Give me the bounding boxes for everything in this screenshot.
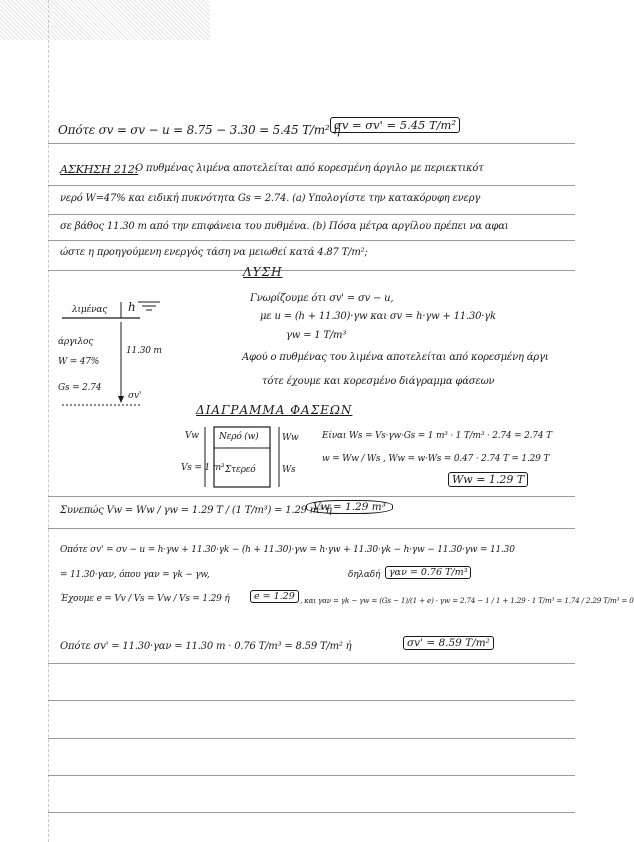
problem-title: ΑΣΚΗΣΗ 212:: [60, 163, 139, 176]
gs-label: Gs = 2.74: [58, 383, 102, 393]
problem-line-3: σε βάθος 11.30 m από την επιφάνεια του πυθμένα. (b) Πόσα μέτρα αργίλου πρέπει να αφαι: [60, 221, 509, 232]
void-ratio-line: Έχουμε e = Vv / Vs = Vw / Vs = 1.29 ή: [60, 594, 230, 604]
top-equation: Οπότε σv = σv − u = 8.75 − 3.30 = 5.45 T/m² ή: [58, 123, 341, 137]
final-result-box: σv' = 8.59 T/m²: [403, 636, 494, 650]
gamma-derivation: , και γαν = γk − γw = (Gs − 1)/(1 + e) · γw = 2.74 − 1 / 1 + 1.29 · 1 T/m³ = 1.74 / 2.29 T/m³ = 0: [300, 596, 634, 605]
solution-gw: γw = 1 T/m³: [286, 330, 347, 341]
ww-label: Ww: [282, 433, 299, 443]
vs-label: Vs = 1 m³: [181, 463, 225, 473]
water-phase-label: Νερό (w): [219, 432, 259, 442]
solid-phase-label: Στερεό: [225, 465, 256, 475]
vw-label: Vw: [185, 431, 199, 441]
ww-result-box: Ww = 1.29 T: [448, 472, 528, 487]
effective-stress-line-2-b: δηλαδή: [348, 570, 381, 580]
problem-line-1: Ο πυθμένας λιμένα αποτελείται από κορεσμένη άργιλο με περιεκτικότ: [135, 163, 484, 174]
solution-with: με u = (h + 11.30)·γw και σv = h·γw + 11.30·γk: [260, 311, 496, 322]
h-label: h: [128, 300, 136, 314]
solution-then: τότε έχουμε και κορεσμένο διάγραμμα φάσεων: [262, 376, 495, 387]
stress-label: σv': [128, 391, 142, 401]
effective-stress-line-1: Οπότε σv' = σv − u = h·γw + 11.30·γk − (h + 11.30)·γw = h·γw + 11.30·γk − h·γw − 11.30·γw = 11.30: [60, 545, 515, 555]
phase-equation-2: w = Ww / Ws , Ww = w·Ws = 0.47 · 2.74 T = 1.29 T: [322, 454, 550, 464]
vw-result-oval: Vw = 1.29 m³: [306, 500, 393, 514]
solution-since: Αφού ο πυθμένας του λιμένα αποτελείται από κορεσμένη άργι: [242, 352, 549, 363]
ws-label: Ws: [282, 465, 296, 475]
clay-label: άργιλος: [58, 337, 94, 347]
effective-stress-line-2: = 11.30·γαν, όπου γαν = γk − γw,: [60, 570, 210, 580]
problem-line-2: νερό W=47% και ειδική πυκνότητα Gs = 2.74. (a) Υπολογίστε την κατακόρυφη ενεργ: [60, 193, 481, 204]
harbor-label: λιμένας: [72, 305, 108, 315]
water-content-label: W = 47%: [58, 357, 100, 367]
problem-line-4: ώστε η προηγούμενη ενεργός τάση να μειωθεί κατά 4.87 T/m²;: [60, 247, 368, 258]
phase-diagram-heading: ΔΙΑΓΡΑΜΜΑ ΦΑΣΕΩΝ: [196, 403, 353, 417]
final-equation: Οπότε σv' = 11.30·γαν = 11.30 m · 0.76 T/m³ = 8.59 T/m² ή: [60, 641, 352, 652]
top-result-box: σv = σv' = 5.45 T/m²: [330, 117, 460, 133]
vw-equation: Συνεπώς Vw = Ww / γw = 1.29 T / (1 T/m³) = 1.29 m³ ή: [60, 505, 332, 516]
solution-heading: ΛΥΣΗ: [243, 265, 283, 279]
solution-known: Γνωρίζουμε ότι σv' = σv − u,: [250, 293, 394, 304]
phase-equation-1: Είναι Ws = Vs·γw·Gs = 1 m³ · 1 T/m³ · 2.74 = 2.74 T: [322, 431, 552, 441]
depth-label: 11.30 m: [126, 346, 162, 356]
gamma-result-box: γαν = 0.76 T/m³: [385, 566, 471, 579]
void-ratio-box: e = 1.29: [250, 590, 299, 603]
